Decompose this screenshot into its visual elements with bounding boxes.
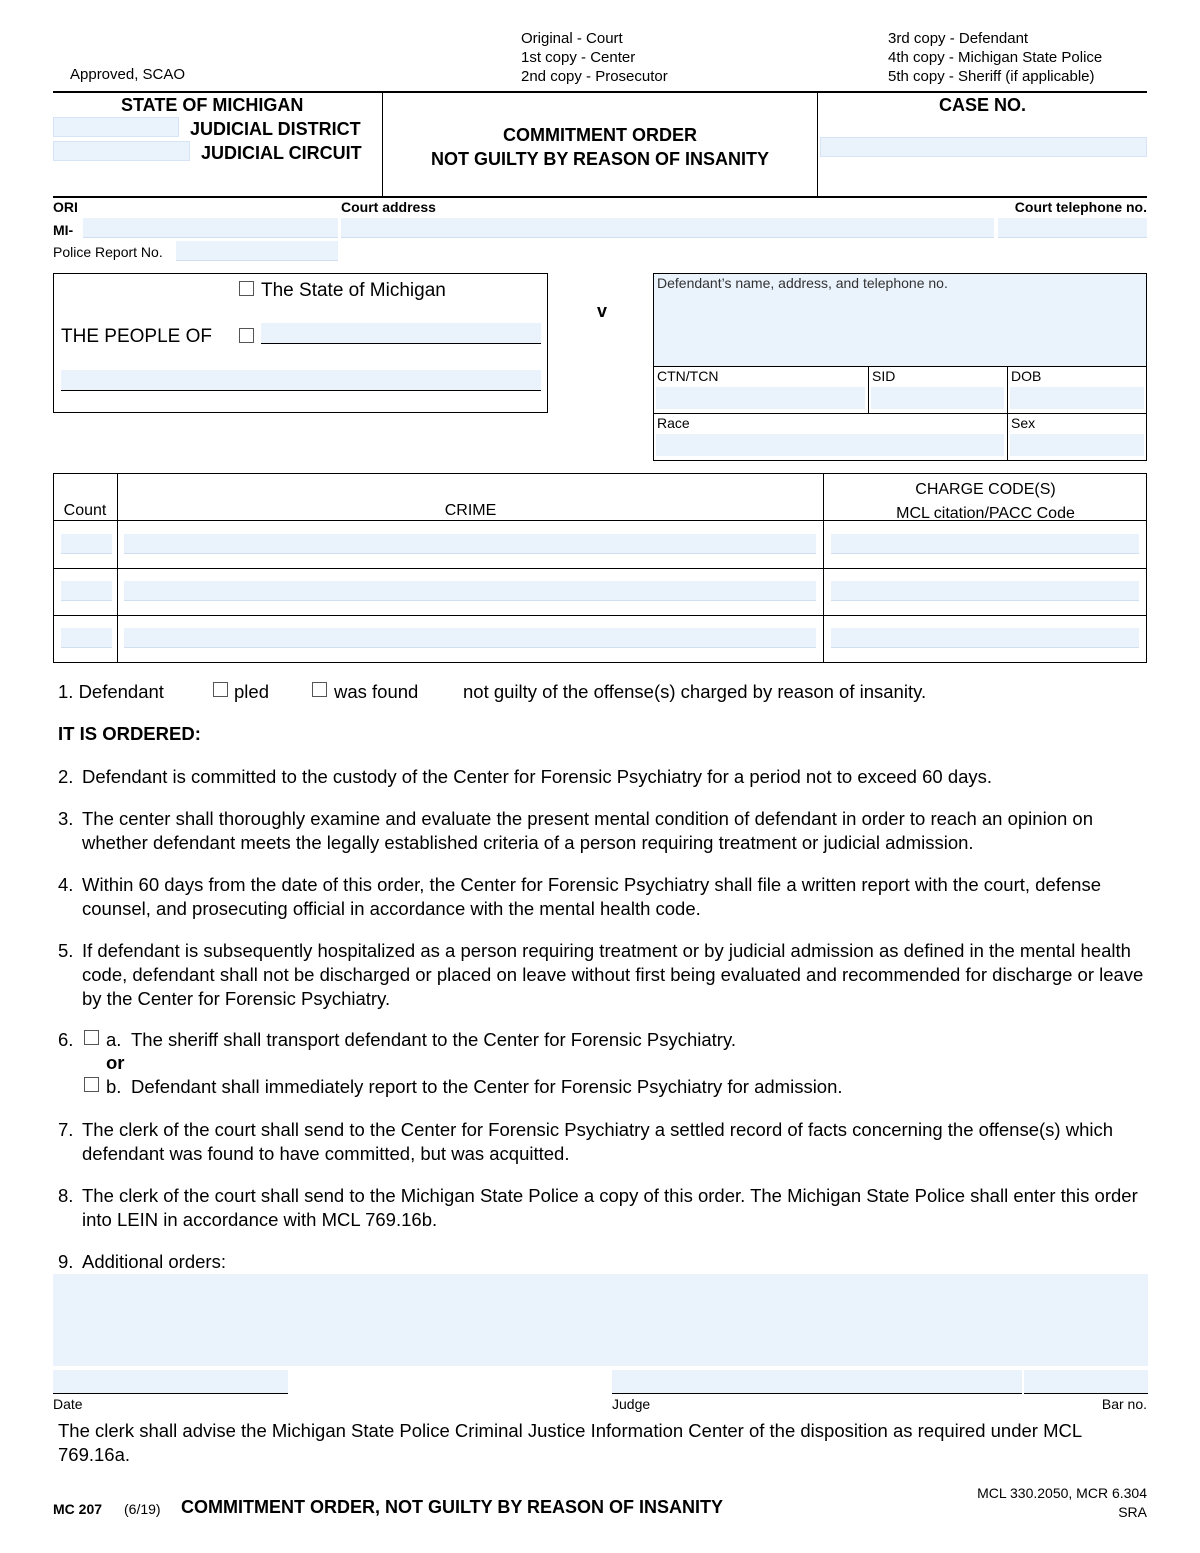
pled-label: pled	[234, 681, 269, 702]
item6a-text: The sheriff shall transport defendant to the Center for Forensic Psychiatry.	[131, 1029, 736, 1050]
copy-line: 3rd copy - Defendant	[888, 30, 1029, 47]
item-number: 9.	[58, 1251, 74, 1272]
charge-code-input[interactable]	[831, 534, 1139, 554]
it-is-ordered-heading: IT IS ORDERED:	[58, 723, 201, 744]
item-text: Defendant is committed to the custody of the Center for Forensic Psychiatry for a period not to exceed 60 days.	[82, 766, 993, 787]
charge-code-header-line1: CHARGE CODE(S)	[915, 481, 1056, 498]
order-item-7	[58, 1118, 1153, 1166]
pled-checkbox[interactable]	[213, 682, 228, 697]
item-number: 8.	[58, 1185, 74, 1206]
charge-code-header	[824, 478, 1147, 526]
order-item-8	[58, 1184, 1153, 1232]
race-input[interactable]	[656, 434, 1004, 456]
charge-crime-input[interactable]	[124, 534, 816, 554]
charges-row-rule	[53, 568, 1147, 569]
item-number: 5.	[58, 940, 74, 961]
header-top-rule	[53, 91, 1147, 93]
defendant-name-label: Defendant’s name, address, and telephone no.	[657, 275, 948, 291]
sex-input[interactable]	[1010, 434, 1144, 456]
sra-label: SRA	[1118, 1504, 1147, 1520]
item6b-letter: b.	[106, 1076, 122, 1097]
court-phone-input[interactable]	[998, 218, 1147, 238]
bar-no-label: Bar no.	[1101, 1396, 1147, 1412]
form-revision: (6/19)	[124, 1501, 161, 1517]
form-title-line1: COMMITMENT ORDER	[503, 125, 697, 145]
item1-suffix: not guilty of the offense(s) charged by reason of insanity.	[463, 681, 927, 702]
item-text: The clerk of the court shall send to the Michigan State Police a copy of this order. The Michigan State Police shall enter this order into LEIN in accordance with MCL 769.16b.	[82, 1185, 1138, 1230]
people-of-label: THE PEOPLE OF	[61, 326, 212, 347]
judge-label: Judge	[612, 1396, 651, 1412]
item6-number: 6.	[58, 1029, 74, 1050]
crime-header: CRIME	[444, 502, 497, 519]
authority-citation: MCL 330.2050, MCR 6.304	[977, 1485, 1147, 1501]
ctn-label: CTN/TCN	[657, 368, 719, 384]
date-label: Date	[53, 1396, 83, 1412]
defendant-divider-2	[653, 413, 1147, 414]
item-text: Additional orders:	[82, 1251, 226, 1272]
copy-line: Original - Court	[521, 30, 623, 47]
police-report-label: Police Report No.	[53, 244, 163, 260]
item-number: 2.	[58, 766, 74, 787]
court-address-input[interactable]	[341, 218, 994, 238]
circuit-number-input[interactable]	[53, 141, 190, 161]
order-item-2	[58, 765, 1153, 789]
copy-line: 1st copy - Center	[521, 49, 636, 66]
ori-input[interactable]	[83, 218, 338, 238]
copy-line: 4th copy - Michigan State Police	[888, 49, 1103, 66]
circuit-label: JUDICIAL CIRCUIT	[201, 143, 362, 163]
date-input[interactable]	[53, 1370, 288, 1394]
item-text: The clerk of the court shall send to the Center for Forensic Psychiatry a settled record of facts concerning the offense(s) which defendant was found to have committed, but was acquitted.	[82, 1119, 1114, 1164]
copy-line: 5th copy - Sheriff (if applicable)	[888, 68, 1095, 85]
district-label: JUDICIAL DISTRICT	[190, 119, 361, 139]
charge-code-input[interactable]	[831, 628, 1139, 648]
self-report-checkbox[interactable]	[84, 1077, 99, 1092]
charge-code-header-line2: MCL citation/PACC Code	[896, 505, 1075, 522]
approved-label: Approved, SCAO	[70, 66, 186, 83]
ctn-input[interactable]	[656, 387, 865, 409]
sex-label: Sex	[1011, 415, 1036, 431]
footer-authority	[977, 1484, 1147, 1522]
charge-code-input[interactable]	[831, 581, 1139, 601]
people-other-checkbox[interactable]	[239, 328, 254, 343]
people-other-input[interactable]	[261, 323, 541, 344]
judge-signature-input[interactable]	[612, 1370, 1022, 1394]
charges-row-rule	[53, 615, 1147, 616]
state-of-michigan-checkbox[interactable]	[239, 281, 254, 296]
header-bottom-rule	[53, 196, 1147, 198]
charge-crime-input[interactable]	[124, 628, 816, 648]
defendant-divider-1	[653, 366, 1147, 367]
people-other-line2-input[interactable]	[61, 370, 541, 391]
order-item-3	[58, 807, 1153, 855]
versus-label: v	[597, 301, 608, 321]
form-title-line2: NOT GUILTY BY REASON OF INSANITY	[430, 149, 770, 169]
additional-orders-input[interactable]	[53, 1274, 1148, 1366]
dob-input[interactable]	[1010, 387, 1144, 409]
district-number-input[interactable]	[53, 117, 179, 137]
form-title	[383, 123, 817, 171]
item1-prefix: 1. Defendant	[58, 681, 164, 702]
item-text: Within 60 days from the date of this order, the Center for Forensic Psychiatry shall file a written report with the court, defense counsel, and prosecuting official in accordance with the mental health code.	[82, 874, 1101, 919]
defendant-divider-ctn	[868, 366, 869, 413]
item-number: 4.	[58, 874, 74, 895]
item6b-text: Defendant shall immediately report to the Center for Forensic Psychiatry for admission.	[131, 1076, 843, 1097]
item-text: The center shall thoroughly examine and evaluate the present mental condition of defendant in order to reach an opinion on whether defendant meets the legally established criteria of a person requiring treatment or judicial admission.	[82, 808, 1093, 853]
copy-distribution-left	[521, 29, 668, 86]
charge-crime-input[interactable]	[124, 581, 816, 601]
case-no-input[interactable]	[820, 137, 1147, 157]
charge-count-input[interactable]	[61, 581, 112, 601]
item6a-letter: a.	[106, 1029, 122, 1050]
was-found-checkbox[interactable]	[312, 682, 327, 697]
item-text: If defendant is subsequently hospitalized as a person requiring treatment or by judicial admission as defined in the mental health code, defendant shall not be discharged or placed on leave without first being evaluated and recommended for discharge or leave by the Center for Forensic Psychiatry.	[82, 940, 1144, 1009]
clerk-note: The clerk shall advise the Michigan State Police Criminal Justice Information Center of the disposition as required under MCL 769.16a.	[58, 1420, 1082, 1465]
was-found-label: was found	[334, 681, 419, 702]
case-no-label: CASE NO.	[938, 95, 1026, 115]
police-report-input[interactable]	[176, 241, 338, 261]
sid-label: SID	[872, 368, 896, 384]
order-item-5	[58, 939, 1153, 1011]
order-item-4	[58, 873, 1153, 921]
copy-distribution-right	[888, 29, 1102, 86]
sid-input[interactable]	[871, 387, 1004, 409]
charge-count-input[interactable]	[61, 628, 112, 648]
order-item-9	[58, 1250, 1153, 1274]
state-label: STATE OF MICHIGAN	[121, 95, 304, 115]
sheriff-transport-checkbox[interactable]	[84, 1030, 99, 1045]
item-number: 7.	[58, 1119, 74, 1140]
form-number: MC 207	[53, 1501, 103, 1517]
ori-label: ORI	[53, 199, 78, 215]
state-of-michigan-label: The State of Michigan	[261, 280, 446, 301]
ori-prefix: MI-	[53, 222, 74, 238]
copy-line: 2nd copy - Prosecutor	[521, 68, 668, 85]
dob-label: DOB	[1011, 368, 1042, 384]
bar-no-input[interactable]	[1024, 1370, 1148, 1394]
race-label: Race	[657, 415, 690, 431]
item6-or: or	[106, 1052, 125, 1073]
court-phone-label: Court telephone no.	[1014, 199, 1147, 215]
count-header: Count	[63, 502, 107, 519]
charge-count-input[interactable]	[61, 534, 112, 554]
footer-title: COMMITMENT ORDER, NOT GUILTY BY REASON OF INSANITY	[181, 1497, 724, 1517]
court-address-label: Court address	[341, 199, 436, 215]
item-number: 3.	[58, 808, 74, 829]
